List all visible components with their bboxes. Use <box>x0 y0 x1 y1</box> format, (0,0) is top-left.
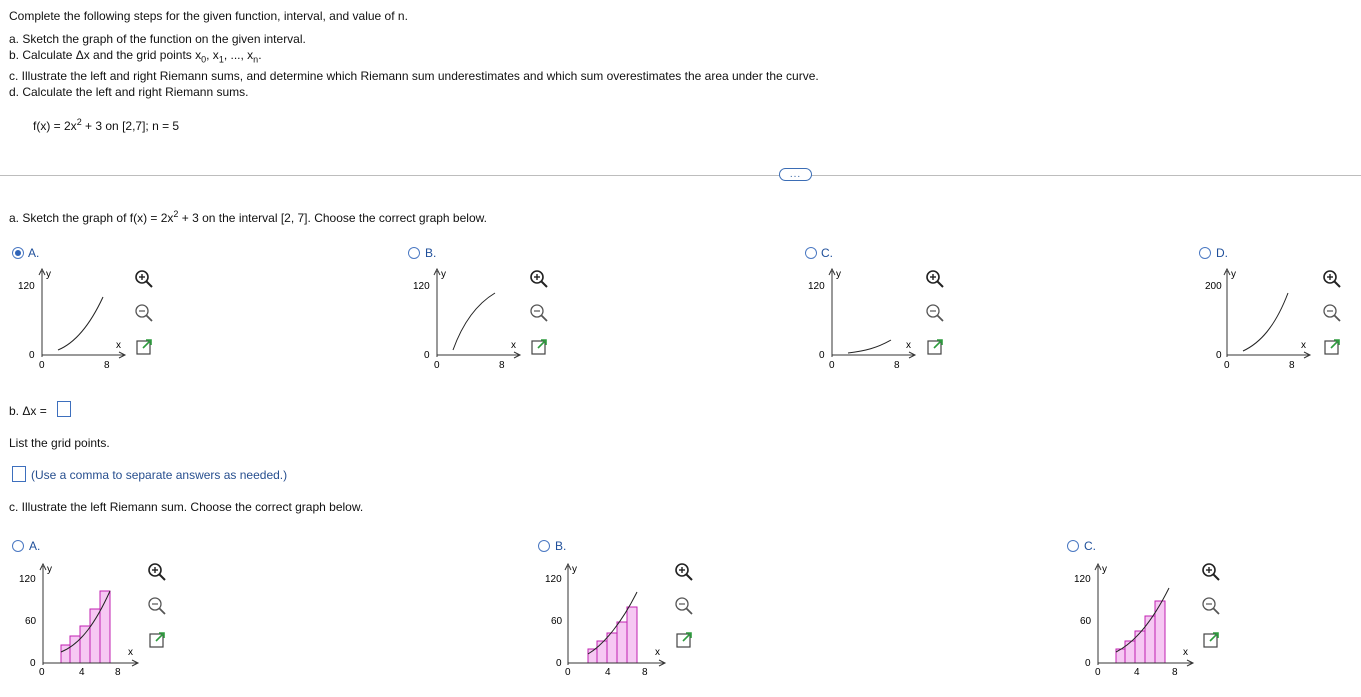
svg-text:4: 4 <box>605 667 611 677</box>
svg-text:0: 0 <box>819 350 825 361</box>
svg-text:4: 4 <box>1134 667 1140 677</box>
open-new-window-icon[interactable] <box>1200 629 1222 651</box>
svg-text:x: x <box>128 647 133 658</box>
zoom-in-icon[interactable] <box>924 268 946 290</box>
svg-text:8: 8 <box>115 667 121 677</box>
svg-text:x: x <box>906 340 911 351</box>
svg-text:8: 8 <box>642 667 648 677</box>
svg-text:x: x <box>1301 340 1306 351</box>
svg-text:0: 0 <box>556 658 562 669</box>
svg-text:x: x <box>655 647 660 658</box>
svg-text:60: 60 <box>551 616 563 627</box>
riemann-rect <box>607 633 617 663</box>
option-b-radio[interactable] <box>408 247 420 259</box>
zoom-in-icon[interactable] <box>1200 561 1222 583</box>
svg-text:60: 60 <box>1080 616 1092 627</box>
step-b-text: b. Calculate Δx and the grid points $x_0$, $x_1$, ..., $x_n$. <box>9 48 262 65</box>
delta-x-label: b. Δx = <box>9 404 47 418</box>
function-curve <box>58 297 103 350</box>
step-b-prefix: b. Calculate Δx and the grid points x <box>9 48 202 62</box>
option-a-graph[interactable] <box>15 265 130 375</box>
section-divider <box>0 175 1361 176</box>
riemann-rect <box>597 641 607 663</box>
riemann-rect <box>627 607 637 663</box>
riemann-rect <box>80 626 90 663</box>
svg-text:4: 4 <box>79 667 85 677</box>
left-sum-option-b-graph[interactable] <box>543 560 673 677</box>
function-curve <box>453 293 495 350</box>
svg-text:0: 0 <box>424 350 430 361</box>
option-c-label[interactable]: C. <box>821 246 833 260</box>
y-axis-label: y <box>46 269 51 280</box>
svg-text:0: 0 <box>1095 667 1101 677</box>
open-new-window-icon[interactable] <box>673 629 695 651</box>
svg-text:0: 0 <box>829 360 835 371</box>
function-statement: $f(x) = 2x^2 + 3$ on [2,7]; n = 5 <box>33 117 180 133</box>
step-a-text: a. Sketch the graph of the function on the given interval. <box>9 32 306 46</box>
open-new-window-icon[interactable] <box>146 629 168 651</box>
x-tick-label: 8 <box>104 360 110 371</box>
step-d-text: d. Calculate the left and right Riemann sums. <box>9 85 249 99</box>
svg-text:60: 60 <box>25 616 37 627</box>
y-axis <box>39 269 45 357</box>
grid-points-input[interactable] <box>12 466 26 482</box>
zoom-out-icon[interactable] <box>1200 595 1222 617</box>
left-sum-option-b-label[interactable]: B. <box>555 539 567 553</box>
expand-button[interactable]: ... <box>779 168 812 181</box>
riemann-rect <box>1135 631 1145 663</box>
svg-text:0: 0 <box>434 360 440 371</box>
grid-points-label: List the grid points. <box>9 436 110 450</box>
zoom-out-icon[interactable] <box>924 302 946 324</box>
option-c-radio[interactable] <box>805 247 817 259</box>
svg-text:8: 8 <box>1289 360 1295 371</box>
svg-text:0: 0 <box>30 658 36 669</box>
riemann-rect <box>1145 616 1155 663</box>
part-a-question: a. Sketch the graph of $f(x) = 2x^2 + 3$ on the interval [2, 7]. Choose the correct graph below. <box>9 209 487 225</box>
left-sum-option-a-radio[interactable] <box>12 540 24 552</box>
open-new-window-icon[interactable] <box>1321 336 1343 358</box>
open-new-window-icon[interactable] <box>924 336 946 358</box>
option-d-label[interactable]: D. <box>1216 246 1228 260</box>
left-sum-option-c-graph[interactable] <box>1071 560 1201 677</box>
zoom-out-icon[interactable] <box>133 302 155 324</box>
y-tick-label: 120 <box>18 281 35 292</box>
zoom-out-icon[interactable] <box>528 302 550 324</box>
svg-text:y: y <box>836 269 841 280</box>
svg-text:120: 120 <box>808 281 825 292</box>
svg-text:0: 0 <box>39 667 45 677</box>
riemann-rect <box>90 609 100 663</box>
zoom-out-icon[interactable] <box>146 595 168 617</box>
svg-text:8: 8 <box>1172 667 1178 677</box>
svg-text:0: 0 <box>1085 658 1091 669</box>
svg-text:y: y <box>1102 564 1107 575</box>
svg-text:y: y <box>1231 269 1236 280</box>
svg-text:0: 0 <box>1216 350 1222 361</box>
open-new-window-icon[interactable] <box>133 336 155 358</box>
zoom-in-icon[interactable] <box>133 268 155 290</box>
zoom-in-icon[interactable] <box>528 268 550 290</box>
svg-text:8: 8 <box>894 360 900 371</box>
option-a-label[interactable]: A. <box>28 246 40 260</box>
svg-text:x: x <box>511 340 516 351</box>
option-d-graph[interactable] <box>1200 265 1315 375</box>
left-sum-option-a-graph[interactable] <box>16 560 146 677</box>
zoom-in-icon[interactable] <box>673 561 695 583</box>
riemann-rect <box>1125 641 1135 663</box>
option-d-radio[interactable] <box>1199 247 1211 259</box>
svg-text:y: y <box>572 564 577 575</box>
part-c-question: c. Illustrate the left Riemann sum. Choose the correct graph below. <box>9 500 364 514</box>
svg-text:0: 0 <box>565 667 571 677</box>
delta-x-input[interactable] <box>57 401 71 417</box>
option-c-graph[interactable] <box>805 265 920 375</box>
option-a-radio[interactable] <box>12 247 24 259</box>
svg-text:8: 8 <box>499 360 505 371</box>
left-sum-option-c-radio[interactable] <box>1067 540 1079 552</box>
zoom-in-icon[interactable] <box>146 561 168 583</box>
svg-text:y: y <box>47 564 52 575</box>
svg-text:120: 120 <box>413 281 430 292</box>
left-sum-option-a-label[interactable]: A. <box>29 539 41 553</box>
grid-points-hint: (Use a comma to separate answers as needed.) <box>31 468 288 482</box>
x-origin-label: 0 <box>39 360 45 371</box>
instructions-intro: Complete the following steps for the given function, interval, and value of n. <box>9 9 408 23</box>
step-c-text: c. Illustrate the left and right Riemann sums, and determine which Riemann sum underestimates and which sum overestimates the area under the curve. <box>9 69 819 83</box>
svg-text:120: 120 <box>19 574 36 585</box>
option-b-graph[interactable] <box>410 265 525 375</box>
riemann-rect <box>617 622 627 663</box>
zoom-in-icon[interactable] <box>1321 268 1343 290</box>
svg-text:120: 120 <box>1074 574 1091 585</box>
x-axis-label: x <box>116 340 121 351</box>
function-curve <box>1243 293 1288 351</box>
zoom-out-icon[interactable] <box>673 595 695 617</box>
left-sum-option-b-radio[interactable] <box>538 540 550 552</box>
open-new-window-icon[interactable] <box>528 336 550 358</box>
svg-text:120: 120 <box>545 574 562 585</box>
svg-text:x: x <box>1183 647 1188 658</box>
zoom-out-icon[interactable] <box>1321 302 1343 324</box>
svg-text:0: 0 <box>1224 360 1230 371</box>
x-axis <box>42 352 125 358</box>
svg-text:y: y <box>441 269 446 280</box>
svg-text:200: 200 <box>1205 281 1222 292</box>
left-sum-option-c-label[interactable]: C. <box>1084 539 1096 553</box>
zero-label: 0 <box>29 350 35 361</box>
function-curve <box>848 340 891 353</box>
option-b-label[interactable]: B. <box>425 246 437 260</box>
